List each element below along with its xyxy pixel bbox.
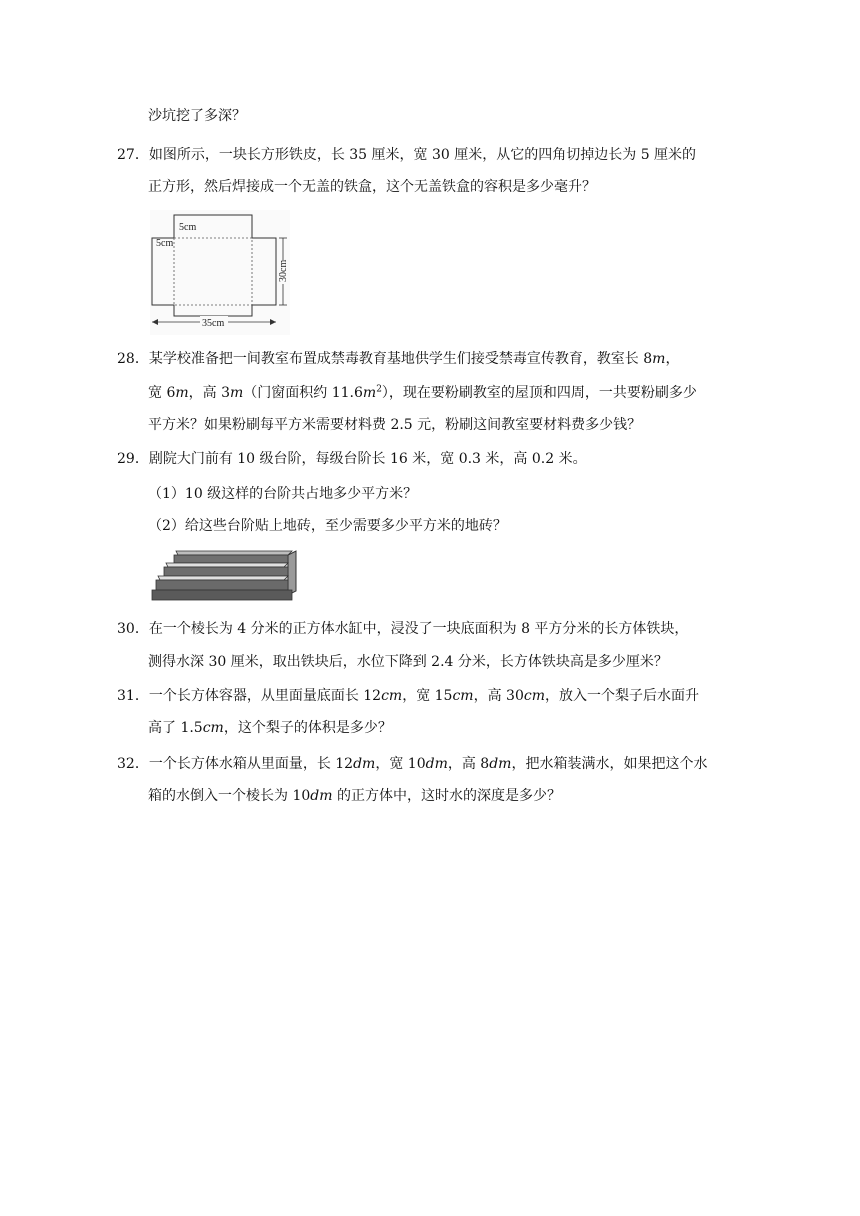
- label-bottom-35cm: 35cm: [202, 318, 225, 329]
- label-left-5cm: 5cm: [156, 238, 174, 249]
- question-32-line-2: 箱的水倒入一个棱长为 10dm 的正方体中，这时水的深度是多少？: [148, 788, 561, 804]
- question-29-sub-2: （2）给这些台阶贴上地砖，至少需要多少平方米的地砖？: [148, 518, 507, 534]
- question-28-line-2: 宽 6m，高 3m（门窗面积约 $11.6m^2$），现在要粉刷教室的屋顶和四周，一共要粉刷多少: [148, 384, 697, 401]
- question-28-line-1: 28．某学校准备把一间教室布置成禁毒教育基地供学生们接受禁毒宣传教育，教室长 8m，: [117, 351, 680, 367]
- question-27-line-2: 正方形，然后焊接成一个无盖的铁盒，这个无盖铁盒的容积是多少毫升？: [148, 179, 596, 195]
- stairs-diagram: [150, 549, 300, 604]
- question-31-line-1: 31．一个长方体容器，从里面量底面长 12cm，宽 15cm，高 30cm，放入一个梨子后水面升: [117, 688, 699, 704]
- question-32-line-1: 32．一个长方体水箱从里面量，长 12dm，宽 10dm，高 8dm，把水箱装满水，如果把这个水: [117, 756, 708, 772]
- question-30-line-1: 30．在一个棱长为 4 分米的正方体水缸中，浸没了一块底面积为 8 平方分米的长方体铁块，: [117, 621, 689, 637]
- box-net-diagram: [150, 210, 290, 335]
- question-28-line-3: 平方米？如果粉刷每平方米需要材料费 2.5 元，粉刷这间教室要材料费多少钱？: [148, 417, 642, 433]
- text-line: 沙坑挖了多深？: [148, 108, 246, 124]
- question-30-line-2: 测得水深 30 厘米，取出铁块后，水位下降到 2.4 分米，长方体铁块高是多少厘米？: [148, 654, 668, 670]
- label-top-5cm: 5cm: [179, 222, 197, 233]
- question-27-line-1: 27．如图所示，一块长方形铁皮，长 35 厘米，宽 30 厘米，从它的四角切掉边长为 5 厘米的: [117, 147, 697, 163]
- question-29-line-1: 29．剧院大门前有 10 级台阶，每级台阶长 16 米，宽 0.3 米，高 0.2 米。: [117, 451, 587, 467]
- question-31-line-2: 高了 1.5cm，这个梨子的体积是多少？: [148, 720, 392, 736]
- question-29-sub-1: （1）10 级这样的台阶共占地多少平方米？: [148, 486, 418, 502]
- label-right-30cm: 30cm: [278, 259, 289, 282]
